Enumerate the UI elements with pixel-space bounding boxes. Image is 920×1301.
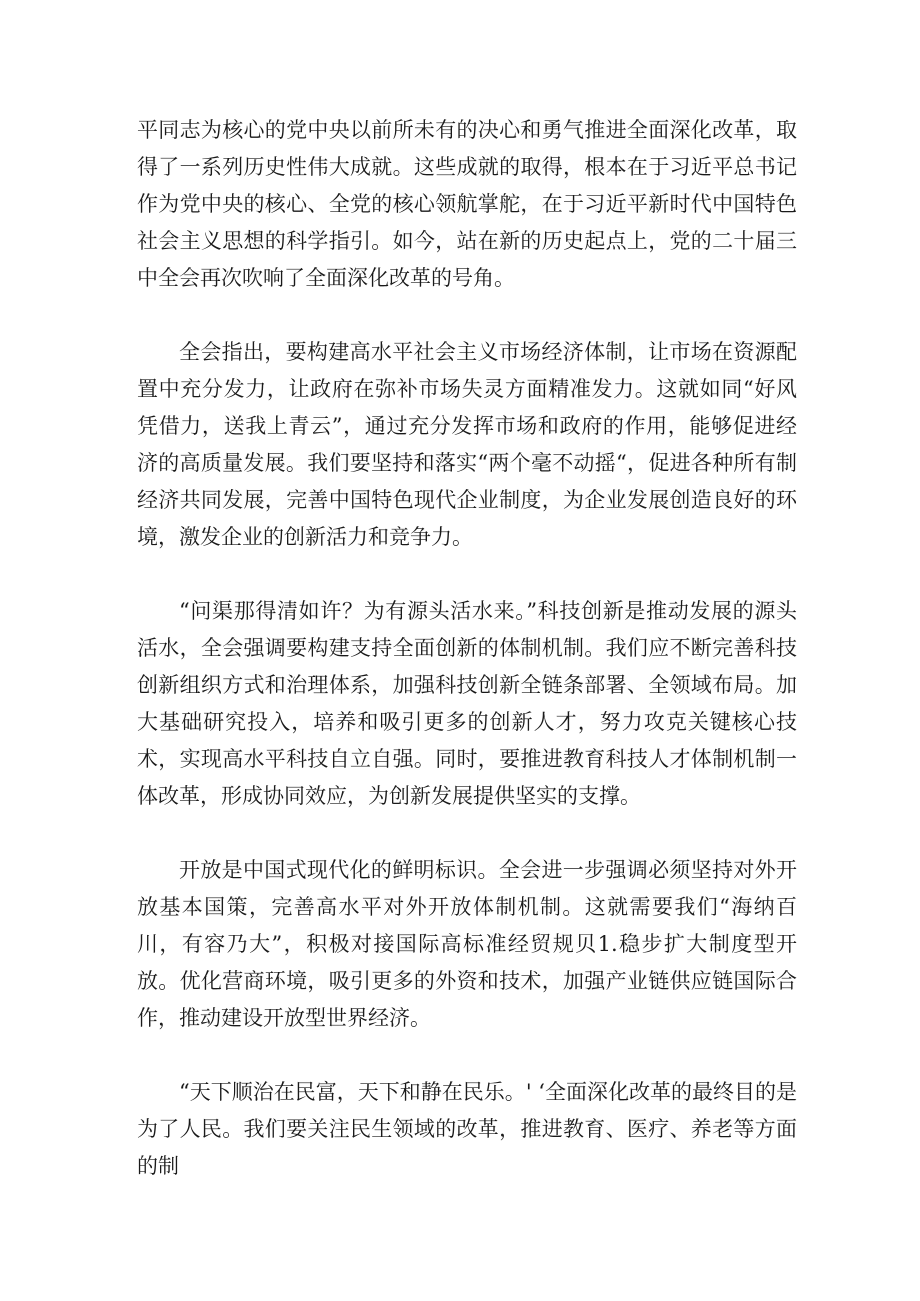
paragraph-2: 全会指出，要构建高水平社会主义市场经济体制，让市场在资源配置中充分发力，让政府在弥补市场失灵方面精准发力。这就如同“好风凭借力，送我上青云”，通过充分发挥市场和政府的作用，能够促进经济的高质量发展。我们要坚持和落实“两个毫不动摇“，促进各种所有制经济共同发展，完善中国特色现代企业制度，为企业发展创造良好的环境，激发企业的创新活力和竞争力。 [137,340,797,549]
paragraph-3: “问渠那得清如许？为有源头活水来。”科技创新是推动发展的源头活水，全会强调要构建支持全面创新的体制机制。我们应不断完善科技创新组织方式和治理体系，加强科技创新全链条部署、全领域布局。加大基础研究投入，培养和吸引更多的创新人才，努力攻克关键核心技术，实现高水平科技自立自强。同时，要推进教育科技人才体制机制一体改革，形成协同效应，为创新发展提供坚实的支撑。 [137,599,797,808]
document-body [137,112,797,1185]
paragraph-1: 平同志为核心的党中央以前所未有的决心和勇气推进全面深化改革，取得了一系列历史性伟大成就。这些成就的取得，根本在于习近平总书记作为党中央的核心、全党的核心领航掌舵，在于习近平新时代中国特色社会主义思想的科学指引。如今，站在新的历史起点上，党的二十届三中全会再次吹响了全面深化改革的号角。 [137,118,797,290]
paragraph-4: 开放是中国式现代化的鲜明标识。全会进一步强调必须坚持对外开放基本国策，完善高水平对外开放体制机制。这就需要我们“海纳百川，有容乃大”，积极对接国际高标准经贸规贝1.稳步扩大制度型开放。优化营商环境，吸引更多的外资和技术，加强产业链供应链国际合作，推动建设开放型世界经济。 [137,858,797,1030]
paragraph-5: “天下顺治在民富，天下和静在民乐。' ‘全面深化改革的最终目的是为了人民。我们要关注民生领域的改革，推进教育、医疗、养老等方面的制 [137,1080,797,1178]
